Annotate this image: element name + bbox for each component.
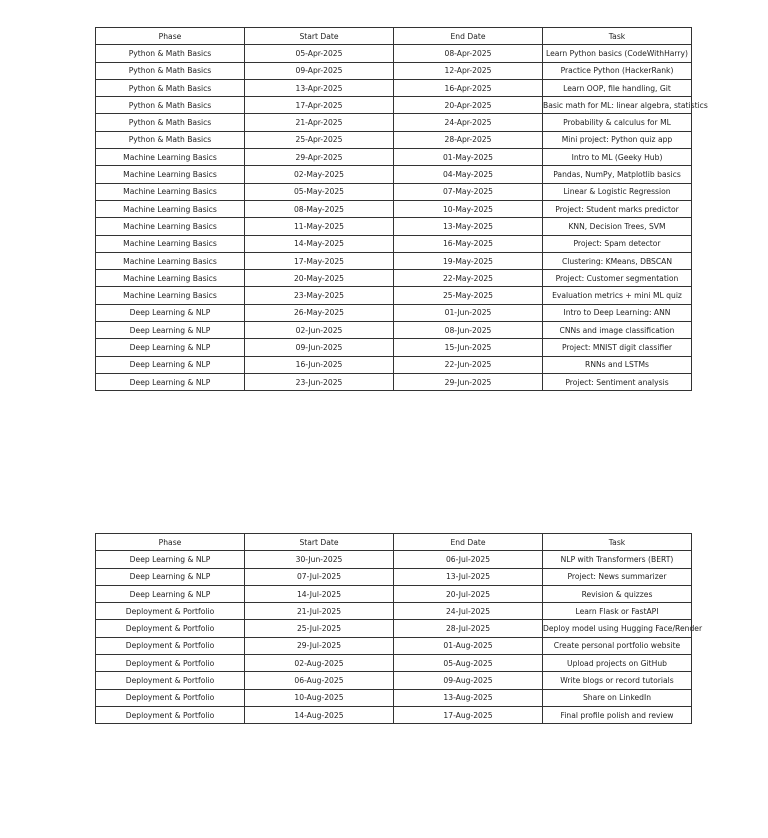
- cell-end-date: 09-Aug-2025: [394, 672, 543, 689]
- table-header-row: [96, 28, 692, 45]
- cell-task: Revision & quizzes: [543, 585, 692, 602]
- cell-phase: Deployment & Portfolio: [96, 655, 245, 672]
- cell-end-date: 04-May-2025: [394, 166, 543, 183]
- cell-phase: Python & Math Basics: [96, 131, 245, 148]
- cell-end-date: 28-Jul-2025: [394, 620, 543, 637]
- cell-start-date: 13-Apr-2025: [245, 79, 394, 96]
- header-start-date: Start Date: [245, 534, 394, 551]
- cell-task: Clustering: KMeans, DBSCAN: [543, 252, 692, 269]
- table-row: [96, 97, 692, 114]
- cell-phase: Python & Math Basics: [96, 62, 245, 79]
- table-row: [96, 270, 692, 287]
- cell-end-date: 07-May-2025: [394, 183, 543, 200]
- table-row: [96, 689, 692, 706]
- cell-start-date: 25-Apr-2025: [245, 131, 394, 148]
- cell-end-date: 16-May-2025: [394, 235, 543, 252]
- cell-start-date: 08-May-2025: [245, 200, 394, 217]
- cell-phase: Deep Learning & NLP: [96, 356, 245, 373]
- cell-end-date: 22-May-2025: [394, 270, 543, 287]
- cell-start-date: 17-May-2025: [245, 252, 394, 269]
- cell-phase: Python & Math Basics: [96, 45, 245, 62]
- header-end-date: End Date: [394, 28, 543, 45]
- cell-start-date: 05-Apr-2025: [245, 45, 394, 62]
- cell-task: RNNs and LSTMs: [543, 356, 692, 373]
- cell-task: NLP with Transformers (BERT): [543, 551, 692, 568]
- cell-task: Linear & Logistic Regression: [543, 183, 692, 200]
- cell-end-date: 08-Apr-2025: [394, 45, 543, 62]
- cell-phase: Machine Learning Basics: [96, 166, 245, 183]
- table-row: [96, 339, 692, 356]
- cell-end-date: 01-May-2025: [394, 149, 543, 166]
- cell-phase: Deployment & Portfolio: [96, 620, 245, 637]
- cell-task: Create personal portfolio website: [543, 637, 692, 654]
- cell-end-date: 15-Jun-2025: [394, 339, 543, 356]
- cell-start-date: 11-May-2025: [245, 218, 394, 235]
- cell-end-date: 13-May-2025: [394, 218, 543, 235]
- cell-task: Share on LinkedIn: [543, 689, 692, 706]
- cell-phase: Deployment & Portfolio: [96, 689, 245, 706]
- cell-end-date: 06-Jul-2025: [394, 551, 543, 568]
- table-row: [96, 149, 692, 166]
- table-row: [96, 45, 692, 62]
- table-row: [96, 706, 692, 723]
- table-row: [96, 114, 692, 131]
- table-row: [96, 620, 692, 637]
- table-header-row: [96, 534, 692, 551]
- cell-phase: Deep Learning & NLP: [96, 304, 245, 321]
- table-row: [96, 551, 692, 568]
- cell-end-date: 20-Apr-2025: [394, 97, 543, 114]
- cell-start-date: 10-Aug-2025: [245, 689, 394, 706]
- cell-start-date: 17-Apr-2025: [245, 97, 394, 114]
- table-row: [96, 672, 692, 689]
- header-task: Task: [543, 28, 692, 45]
- cell-end-date: 01-Jun-2025: [394, 304, 543, 321]
- cell-start-date: 25-Jul-2025: [245, 620, 394, 637]
- cell-start-date: 14-Jul-2025: [245, 585, 394, 602]
- cell-start-date: 14-May-2025: [245, 235, 394, 252]
- cell-end-date: 12-Apr-2025: [394, 62, 543, 79]
- cell-task: Project: Student marks predictor: [543, 200, 692, 217]
- cell-end-date: 19-May-2025: [394, 252, 543, 269]
- cell-phase: Machine Learning Basics: [96, 200, 245, 217]
- cell-start-date: 05-May-2025: [245, 183, 394, 200]
- cell-task: Final profile polish and review: [543, 706, 692, 723]
- cell-start-date: 02-Aug-2025: [245, 655, 394, 672]
- cell-end-date: 01-Aug-2025: [394, 637, 543, 654]
- cell-start-date: 14-Aug-2025: [245, 706, 394, 723]
- cell-phase: Python & Math Basics: [96, 79, 245, 96]
- cell-phase: Deep Learning & NLP: [96, 339, 245, 356]
- cell-task: Learn Python basics (CodeWithHarry): [543, 45, 692, 62]
- cell-start-date: 21-Jul-2025: [245, 603, 394, 620]
- cell-start-date: 23-May-2025: [245, 287, 394, 304]
- cell-phase: Machine Learning Basics: [96, 252, 245, 269]
- table-row: [96, 131, 692, 148]
- table-row: [96, 200, 692, 217]
- cell-start-date: 26-May-2025: [245, 304, 394, 321]
- cell-start-date: 30-Jun-2025: [245, 551, 394, 568]
- table-row: [96, 356, 692, 373]
- cell-end-date: 24-Apr-2025: [394, 114, 543, 131]
- cell-start-date: 09-Jun-2025: [245, 339, 394, 356]
- table-body: [96, 45, 708, 391]
- table-row: [96, 373, 692, 390]
- cell-task: Upload projects on GitHub: [543, 655, 692, 672]
- cell-start-date: 09-Apr-2025: [245, 62, 394, 79]
- cell-phase: Deep Learning & NLP: [96, 551, 245, 568]
- schedule-table-2: [95, 533, 703, 724]
- cell-phase: Deep Learning & NLP: [96, 568, 245, 585]
- header-start-date: Start Date: [245, 28, 394, 45]
- cell-task: Learn OOP, file handling, Git: [543, 79, 692, 96]
- table-row: [96, 218, 692, 235]
- cell-task: Project: Customer segmentation: [543, 270, 692, 287]
- cell-phase: Machine Learning Basics: [96, 270, 245, 287]
- table-row: [96, 252, 692, 269]
- cell-phase: Machine Learning Basics: [96, 235, 245, 252]
- cell-task: Learn Flask or FastAPI: [543, 603, 692, 620]
- cell-start-date: 06-Aug-2025: [245, 672, 394, 689]
- cell-phase: Deep Learning & NLP: [96, 373, 245, 390]
- table-row: [96, 235, 692, 252]
- cell-end-date: 20-Jul-2025: [394, 585, 543, 602]
- table-row: [96, 322, 692, 339]
- cell-end-date: 10-May-2025: [394, 200, 543, 217]
- cell-end-date: 25-May-2025: [394, 287, 543, 304]
- cell-start-date: 02-May-2025: [245, 166, 394, 183]
- cell-start-date: 21-Apr-2025: [245, 114, 394, 131]
- cell-phase: Deployment & Portfolio: [96, 706, 245, 723]
- table-row: [96, 655, 692, 672]
- table-row: [96, 304, 692, 321]
- cell-end-date: 17-Aug-2025: [394, 706, 543, 723]
- header-phase: Phase: [96, 534, 245, 551]
- table-row: [96, 603, 692, 620]
- cell-task: Probability & calculus for ML: [543, 114, 692, 131]
- cell-start-date: 07-Jul-2025: [245, 568, 394, 585]
- cell-phase: Deep Learning & NLP: [96, 322, 245, 339]
- cell-phase: Python & Math Basics: [96, 97, 245, 114]
- cell-task: Evaluation metrics + mini ML quiz: [543, 287, 692, 304]
- table-body: [96, 551, 703, 724]
- cell-phase: Machine Learning Basics: [96, 149, 245, 166]
- cell-task: Intro to ML (Geeky Hub): [543, 149, 692, 166]
- cell-end-date: 22-Jun-2025: [394, 356, 543, 373]
- cell-task: Intro to Deep Learning: ANN: [543, 304, 692, 321]
- cell-task: CNNs and image classification: [543, 322, 692, 339]
- cell-task: Deploy model using Hugging Face/Render: [543, 620, 692, 637]
- table-row: [96, 62, 692, 79]
- cell-start-date: 16-Jun-2025: [245, 356, 394, 373]
- cell-end-date: 13-Aug-2025: [394, 689, 543, 706]
- table-row: [96, 79, 692, 96]
- cell-task: Project: Spam detector: [543, 235, 692, 252]
- cell-task: KNN, Decision Trees, SVM: [543, 218, 692, 235]
- table-row: [96, 166, 692, 183]
- cell-phase: Deployment & Portfolio: [96, 672, 245, 689]
- cell-end-date: 16-Apr-2025: [394, 79, 543, 96]
- cell-end-date: 08-Jun-2025: [394, 322, 543, 339]
- cell-phase: Deployment & Portfolio: [96, 603, 245, 620]
- cell-task: Project: Sentiment analysis: [543, 373, 692, 390]
- cell-end-date: 29-Jun-2025: [394, 373, 543, 390]
- cell-task: Mini project: Python quiz app: [543, 131, 692, 148]
- cell-phase: Deep Learning & NLP: [96, 585, 245, 602]
- schedule-table-1: [95, 27, 708, 391]
- table-row: [96, 637, 692, 654]
- cell-start-date: 23-Jun-2025: [245, 373, 394, 390]
- cell-task: Practice Python (HackerRank): [543, 62, 692, 79]
- cell-task: Write blogs or record tutorials: [543, 672, 692, 689]
- cell-task: Basic math for ML: linear algebra, statistics: [543, 97, 692, 114]
- cell-phase: Machine Learning Basics: [96, 218, 245, 235]
- header-phase: Phase: [96, 28, 245, 45]
- header-task: Task: [543, 534, 692, 551]
- cell-start-date: 29-Jul-2025: [245, 637, 394, 654]
- cell-start-date: 20-May-2025: [245, 270, 394, 287]
- cell-start-date: 29-Apr-2025: [245, 149, 394, 166]
- cell-task: Project: News summarizer: [543, 568, 692, 585]
- cell-end-date: 28-Apr-2025: [394, 131, 543, 148]
- table-row: [96, 568, 692, 585]
- table-row: [96, 287, 692, 304]
- cell-task: Project: MNIST digit classifier: [543, 339, 692, 356]
- cell-phase: Deployment & Portfolio: [96, 637, 245, 654]
- cell-task: Pandas, NumPy, Matplotlib basics: [543, 166, 692, 183]
- table-row: [96, 183, 692, 200]
- cell-phase: Machine Learning Basics: [96, 287, 245, 304]
- cell-end-date: 05-Aug-2025: [394, 655, 543, 672]
- cell-phase: Python & Math Basics: [96, 114, 245, 131]
- header-end-date: End Date: [394, 534, 543, 551]
- cell-end-date: 13-Jul-2025: [394, 568, 543, 585]
- cell-end-date: 24-Jul-2025: [394, 603, 543, 620]
- cell-start-date: 02-Jun-2025: [245, 322, 394, 339]
- table-row: [96, 585, 692, 602]
- cell-phase: Machine Learning Basics: [96, 183, 245, 200]
